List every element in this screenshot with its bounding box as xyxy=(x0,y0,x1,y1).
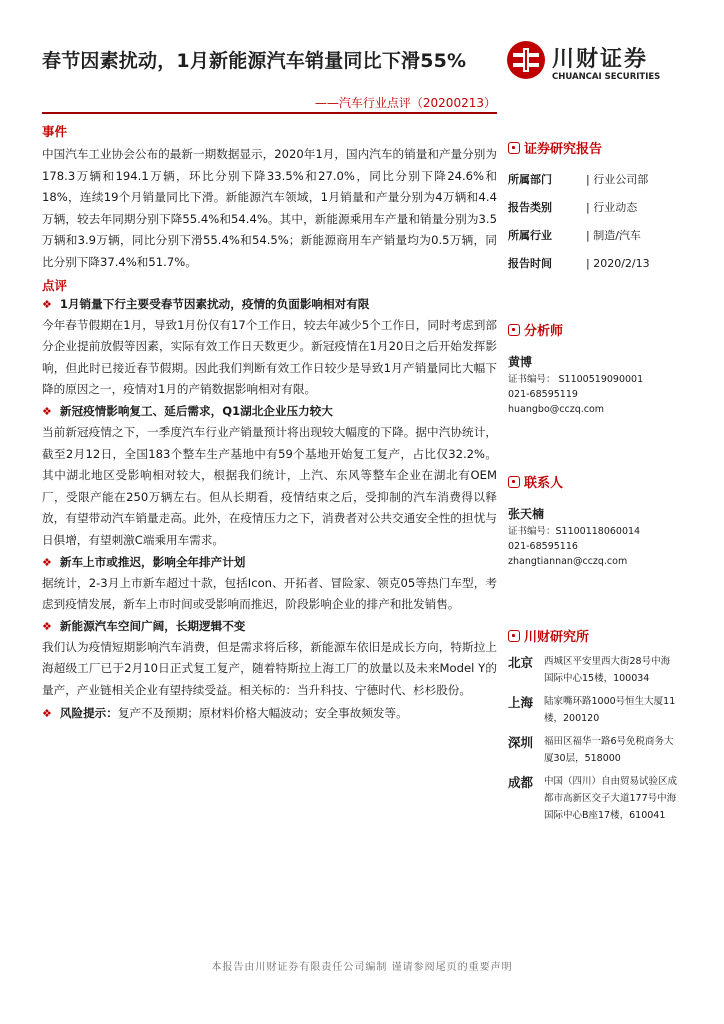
contact-name: 张天楠 xyxy=(508,507,545,521)
comment-point xyxy=(42,618,497,702)
analyst-icon xyxy=(508,324,520,336)
office-entry xyxy=(508,653,708,687)
analyst-phone: 021-68595119 xyxy=(508,389,578,400)
contact-phone: 021-68595116 xyxy=(508,541,578,552)
office-entry xyxy=(508,693,708,727)
analyst-cert: 证书编号： S1100519090001 xyxy=(508,374,644,385)
analyst-email[interactable]: huangbo@cczq.com xyxy=(508,404,605,415)
research-heading xyxy=(508,626,708,645)
point-title: 1月销量下行主要受春节因素扰动，疫情的负面影响相对有限 xyxy=(59,296,370,311)
point-text: 当前新冠疫情之下，一季度汽车行业产销量预计将出现较大幅度的下降。据中汽协统计，截至2月12日，全国183个整车生产基地中有59个基地开始复工复产，占比仅32.2%。其中湖北地区受影响相对较大，根据我们统计，上汽、东风等整车企业在湖北有OEM厂，受限产能在250万辆左右。但从长期看，疫情结束之后，受抑制的汽车消费得以释放，有望带动汽车销量走高。此外，在疫情压力之下，消费者对公共交通安全性的担忧与日俱增，有望刺激C端乘用车需求。 xyxy=(42,424,497,547)
risk-text: 复产不及预期；原材料价格大幅波动；安全事故频发等。 xyxy=(117,706,408,721)
brand-name-cn: 川财证券 xyxy=(552,47,649,72)
meta-value: | 行业公司部 xyxy=(586,173,649,186)
research-heading-label: 川财研究所 xyxy=(524,630,590,645)
office-address: 福田区福华一路6号免税商务大厦30层，518000 xyxy=(544,736,674,764)
office-city: 上海 xyxy=(508,695,534,710)
office-entry xyxy=(508,773,708,824)
diamond-bullet-icon: ❖ xyxy=(42,619,52,633)
office-entry xyxy=(508,733,708,767)
meta-value: | 2020/2/13 xyxy=(586,256,650,270)
contact-icon xyxy=(508,476,520,488)
office-address: 西城区平安里西大街28号中海国际中心15楼，100034 xyxy=(544,656,671,684)
point-text: 我们认为疫情短期影响汽车消费，但是需求将后移，新能源车依旧是成长方向，特斯拉上海超级工厂已于2月10日正式复工复产，随着特斯拉上海工厂的放量以及未来Model Y的量产，产业链相关企业有望持续受益。相关标的：当升科技、宁德时代、杉杉股份。 xyxy=(42,639,497,697)
meta-key: 所属行业 xyxy=(508,229,552,242)
risk-warning xyxy=(42,705,497,721)
header-rule xyxy=(42,112,497,114)
diamond-bullet-icon: ❖ xyxy=(42,297,52,311)
analyst-heading-label: 分析师 xyxy=(524,324,564,339)
contact-block xyxy=(508,472,698,569)
diamond-bullet-icon: ❖ xyxy=(42,404,52,418)
contact-heading xyxy=(508,472,698,491)
report-heading-label: 证券研究报告 xyxy=(524,142,603,157)
report-heading xyxy=(508,138,698,157)
office-address: 中国（四川）自由贸易试验区成都市高新区交子大道177号中海国际中心B座17楼，610041 xyxy=(544,776,678,821)
office-city: 北京 xyxy=(508,655,534,670)
diamond-bullet-icon: ❖ xyxy=(42,555,52,569)
point-text: 据统计，2-3月上市新车超过十款，包括Icon、开拓者、冒险家、领克05等热门车型，考虑到疫情发展，新车上市时间或受影响而推迟，阶段影响企业的排产和批发销售。 xyxy=(42,575,497,612)
contact-cert: 证书编号：S1100118060014 xyxy=(508,526,641,537)
comment-heading: 点评 xyxy=(42,277,68,293)
meta-row xyxy=(508,249,698,277)
comment-point xyxy=(42,403,497,552)
analyst-name: 黄博 xyxy=(508,355,533,369)
office-city: 成都 xyxy=(508,775,534,790)
report-icon xyxy=(508,142,520,154)
meta-row xyxy=(508,193,698,221)
meta-row xyxy=(508,221,698,249)
meta-key: 所属部门 xyxy=(508,173,552,186)
risk-label: 风险提示： xyxy=(59,706,118,721)
analyst-heading xyxy=(508,320,698,339)
analyst-block xyxy=(508,320,698,417)
main-column xyxy=(42,122,497,721)
report-meta xyxy=(508,165,698,277)
point-title: 新能源汽车空间广阔，长期逻辑不变 xyxy=(59,618,246,633)
point-title: 新车上市或推迟，影响全年排产计划 xyxy=(59,554,246,569)
diamond-bullet-icon: ❖ xyxy=(42,707,52,721)
office-city: 深圳 xyxy=(508,735,534,750)
page-title: 春节因素扰动，1月新能源汽车销量同比下滑55% xyxy=(42,50,467,72)
comment-point xyxy=(42,296,497,401)
page-subtitle: ——汽车行业点评（20200213） xyxy=(314,96,496,110)
point-text: 今年春节假期在1月，导致1月份仅有17个工作日，较去年减少5个工作日，同时考虑到部分企业提前放假等因素，实际有效工作日天数更少。新冠疫情在1月20日之后开始发挥影响，但此时已接近春节假期。因此我们判断有效工作日较少是导致1月产销量同比大幅下降的原因之一，疫情对1月的产销数据影响相对有限。 xyxy=(42,317,497,397)
meta-value: | 制造/汽车 xyxy=(586,229,641,242)
meta-key: 报告类别 xyxy=(508,201,552,214)
research-icon xyxy=(508,630,520,642)
meta-row xyxy=(508,165,698,193)
contact-heading-label: 联系人 xyxy=(524,476,564,491)
point-title: 新冠疫情影响复工、延后需求，Q1湖北企业压力较大 xyxy=(59,403,333,418)
research-block xyxy=(508,626,708,824)
meta-value: | 行业动态 xyxy=(586,201,638,214)
brand-logo-icon xyxy=(506,40,546,80)
brand-name-en: CHUANCAI SECURITIES xyxy=(552,72,661,82)
event-text: 中国汽车工业协会公布的最新一期数据显示，2020年1月，国内汽车的销量和产量分别为178.3万辆和194.1万辆，环比分别下降33.5%和27.0%，同比分别下降24.6%和18%，连续19个月销量同比下滑。新能源汽车领域，1月销量和产量分别为4万辆和4.4万辆，较去年同期分别下降55.4%和54.4%。其中，新能源乘用车产量和销量分别为3.5万辆和3.9万辆，同比分别下滑55.4%和54.5%；新能源商用车产销量均为0.5万辆，同比分别下降37.4%和51.7%。 xyxy=(42,147,497,269)
meta-key: 报告时间 xyxy=(508,257,552,270)
comment-point xyxy=(42,554,497,616)
contact-email[interactable]: zhangtiannan@cczq.com xyxy=(508,556,628,567)
page-footer: 本报告由川财证券有限责任公司编制 谨请参阅尾页的重要声明 xyxy=(211,962,513,973)
office-address: 陆家嘴环路1000号恒生大厦11楼，200120 xyxy=(544,696,676,724)
event-heading: 事件 xyxy=(42,124,68,139)
sidebar xyxy=(508,138,698,277)
